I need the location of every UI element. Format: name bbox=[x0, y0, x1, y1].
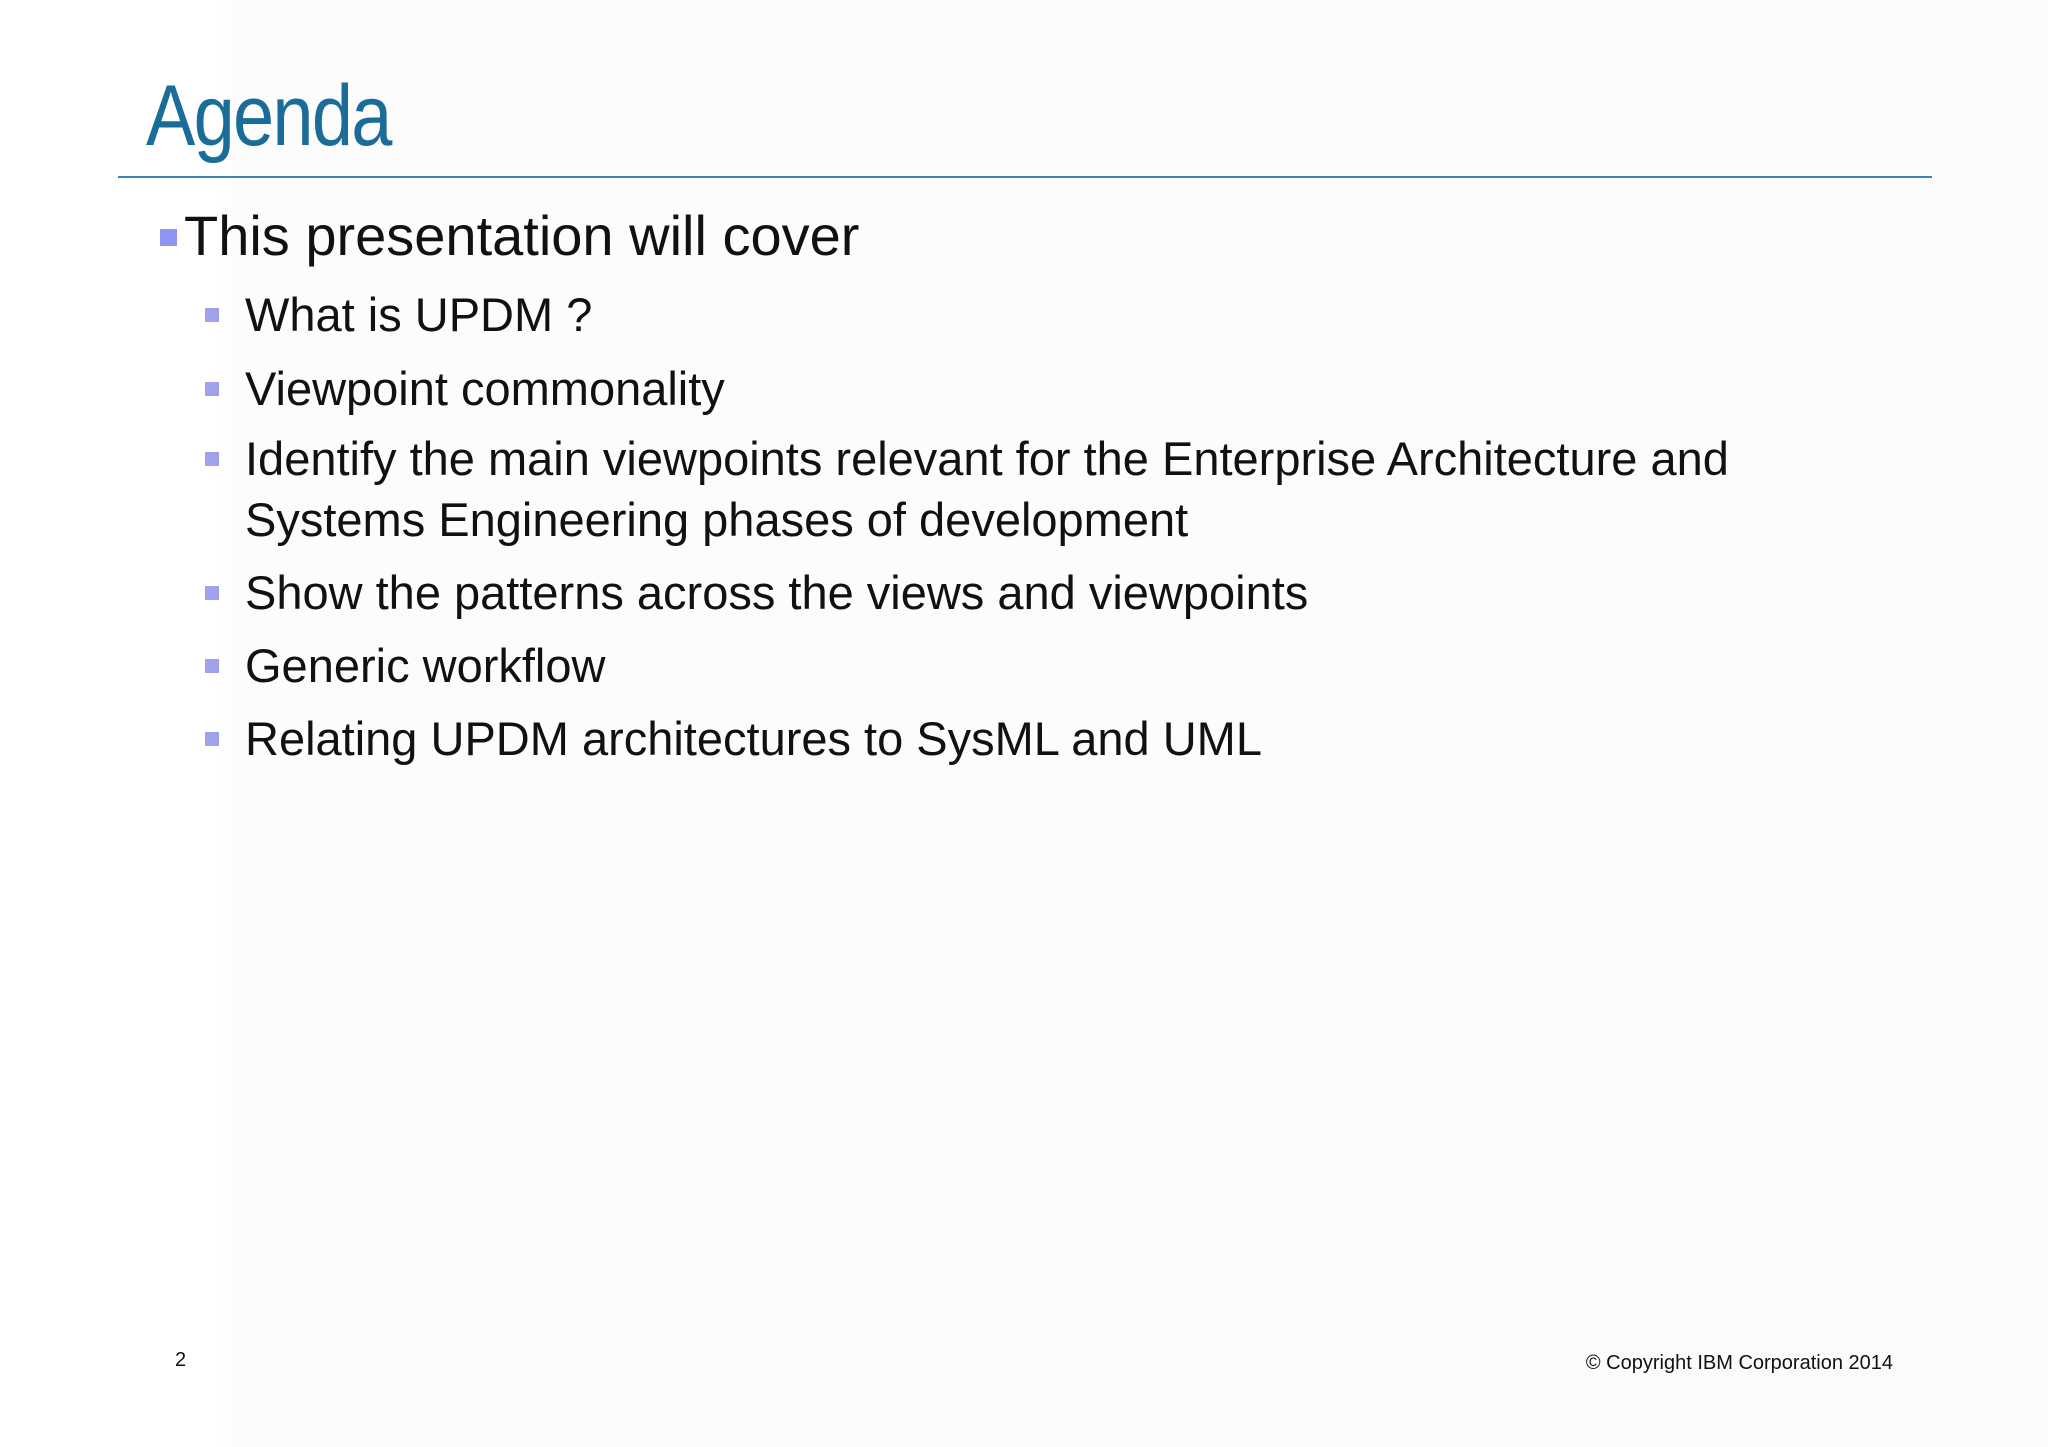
list-item-text: Viewpoint commonality bbox=[245, 362, 725, 415]
list-item-text: Show the patterns across the views and viewpoints bbox=[245, 566, 1309, 619]
square-bullet-icon bbox=[205, 659, 219, 673]
list-item-text: Relating UPDM architectures to SysML and UML bbox=[245, 712, 1262, 765]
intro-text: This presentation will cover bbox=[184, 204, 860, 267]
slide-title: Agenda bbox=[146, 68, 391, 164]
square-bullet-icon bbox=[160, 229, 177, 246]
copyright-notice: © Copyright IBM Corporation 2014 bbox=[1585, 1352, 1893, 1374]
square-bullet-icon bbox=[205, 452, 219, 466]
page-number: 2 bbox=[175, 1349, 187, 1371]
title-divider bbox=[118, 176, 1932, 178]
square-bullet-icon bbox=[205, 382, 219, 396]
square-bullet-icon bbox=[205, 732, 219, 746]
list-item-text: Identify the main viewpoints relevant for the Enterprise Architecture and Systems Engineering phases of development bbox=[245, 432, 1729, 546]
square-bullet-icon bbox=[205, 308, 219, 322]
list-item-text: What is UPDM ? bbox=[245, 288, 593, 341]
square-bullet-icon bbox=[205, 586, 219, 600]
list-item-text: Generic workflow bbox=[245, 639, 606, 692]
